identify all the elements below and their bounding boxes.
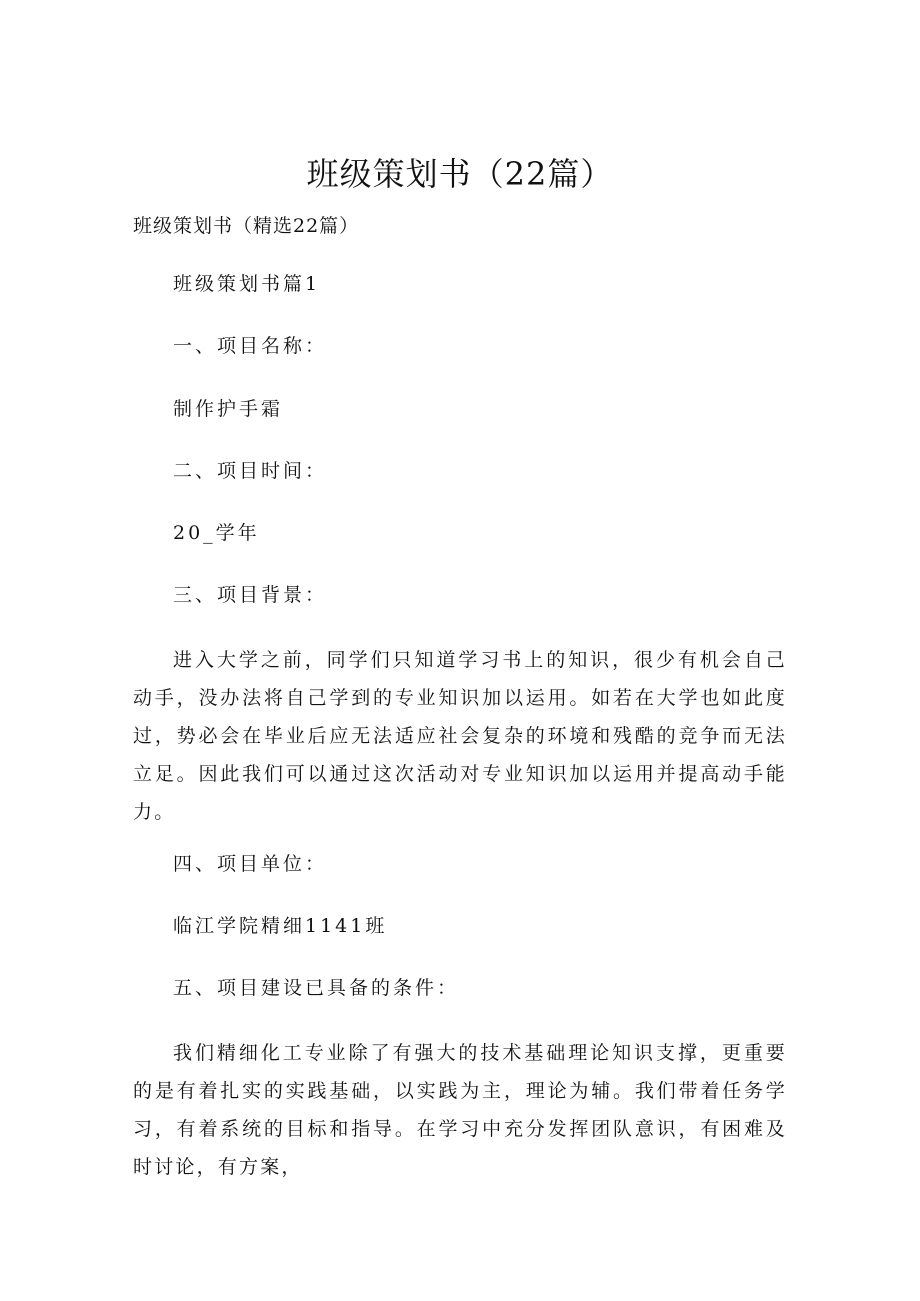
document-title: 班级策划书（22篇） [306, 155, 614, 193]
item5-label: 五、项目建设已具备的条件： [173, 977, 460, 999]
item5-paragraph: 我们精细化工专业除了有强大的技术基础理论知识支撑，更重要的是有着扎实的实践基础，以实践为主，理论为辅。我们带着任务学习，有着系统的目标和指导。在学习中充分发挥团队意识，有困难及时讨论，有方案， [133, 1042, 787, 1178]
item4-label: 四、项目单位： [173, 853, 328, 875]
item3-paragraph: 进入大学之前，同学们只知道学习书上的知识，很少有机会自己动手，没办法将自己学到的专业知识加以运用。如若在大学也如此度过，势必会在毕业后应无法适应社会复杂的环境和残酷的竞争而无法立足。因此我们可以通过这次活动对专业知识加以运用并提高动手能力。 [133, 649, 787, 823]
section-heading: 班级策划书篇1 [173, 273, 321, 295]
item1-value: 制作护手霜 [173, 398, 284, 420]
item4-value: 临江学院精细1141班 [173, 915, 388, 937]
item1-label: 一、项目名称： [173, 335, 328, 357]
document-subtitle: 班级策划书（精选22篇） [133, 215, 360, 237]
item2-value: 20_学年 [173, 522, 260, 544]
item3-label: 三、项目背景： [173, 584, 328, 606]
item2-label: 二、项目时间： [173, 460, 328, 482]
